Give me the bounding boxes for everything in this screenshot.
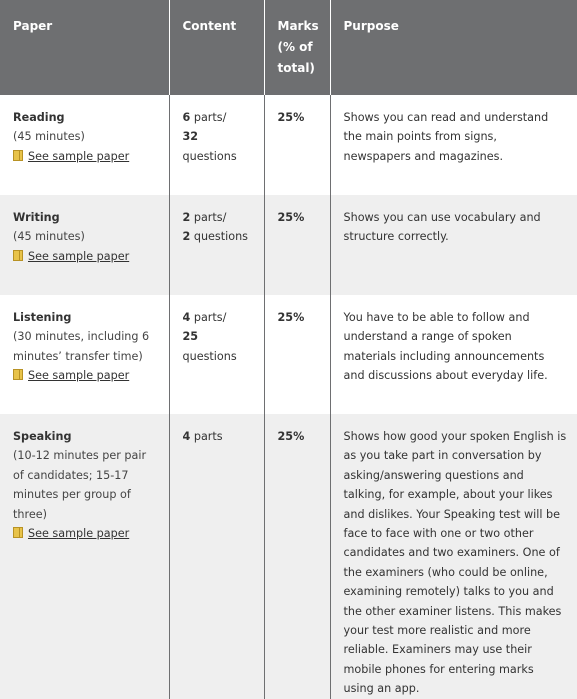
content-parts-count: 4	[182, 311, 191, 324]
document-icon	[13, 250, 23, 261]
paper-cell	[0, 195, 169, 295]
content-questions-label: questions	[182, 149, 237, 163]
sample-paper-link[interactable]	[13, 366, 159, 385]
document-icon	[13, 369, 23, 380]
content-questions-label: questions	[182, 349, 237, 363]
paper-duration: (45 minutes)	[13, 130, 85, 144]
content-parts-count: 4	[182, 430, 191, 443]
content-parts-label: parts/	[190, 111, 227, 124]
marks-value: 25%	[277, 211, 305, 224]
content-parts-count: 2	[182, 211, 191, 224]
table-row-reading	[0, 95, 577, 195]
header-content: Content	[169, 0, 264, 95]
table-row-speaking	[0, 414, 577, 699]
content-questions-count: 25	[182, 330, 199, 344]
paper-cell	[0, 414, 169, 699]
marks-cell	[264, 295, 330, 414]
marks-cell	[264, 195, 330, 295]
content-parts-count: 6	[182, 111, 191, 124]
paper-duration: (45 minutes)	[13, 230, 85, 244]
sample-paper-link[interactable]	[13, 247, 159, 266]
content-cell	[169, 95, 264, 195]
purpose-cell: Shows how good your spoken English is as you take part in conversation by asking/answering questions and talking, for example, about your likes and dislikes. Your Speaking test will be face to face with one or two other candidates and two examiners. One of the examiners (who could be online, examining remotely) talks to you and the other examiner listens. This makes your test more realistic and more reliable. Examiners may use their mobile phones for entering marks using an app.	[330, 414, 577, 699]
paper-cell	[0, 95, 169, 195]
marks-cell	[264, 414, 330, 699]
sample-paper-label[interactable]: See sample paper	[28, 527, 130, 541]
paper-name: Writing	[13, 211, 60, 224]
purpose-cell: Shows you can read and understand the main points from signs, newspapers and magazines.	[330, 95, 577, 195]
paper-name: Reading	[13, 111, 65, 124]
header-marks: Marks (% of total)	[264, 0, 330, 95]
table-row-writing	[0, 195, 577, 295]
sample-paper-label[interactable]: See sample paper	[28, 149, 130, 163]
marks-value: 25%	[277, 430, 305, 443]
header-row	[0, 0, 577, 95]
marks-cell	[264, 95, 330, 195]
header-purpose: Purpose	[330, 0, 577, 95]
sample-paper-link[interactable]	[13, 147, 159, 166]
purpose-cell: You have to be able to follow and understand a range of spoken materials including announcements and discussions about everyday life.	[330, 295, 577, 414]
content-questions-label: questions	[190, 230, 249, 244]
document-icon	[13, 150, 23, 161]
sample-paper-link[interactable]	[13, 524, 159, 543]
content-questions-count: 2	[182, 230, 191, 244]
document-icon	[13, 527, 23, 538]
content-cell	[169, 414, 264, 699]
paper-name: Speaking	[13, 430, 72, 443]
header-paper: Paper	[0, 0, 169, 95]
content-questions-count: 32	[182, 130, 199, 144]
paper-duration: (10-12 minutes per pair of candidates; 15-17 minutes per group of three)	[13, 449, 147, 521]
purpose-cell: Shows you can use vocabulary and structure correctly.	[330, 195, 577, 295]
paper-duration: (30 minutes, including 6 minutes’ transfer time)	[13, 330, 150, 363]
sample-paper-label[interactable]: See sample paper	[28, 249, 130, 263]
content-cell	[169, 195, 264, 295]
paper-cell	[0, 295, 169, 414]
table-row-listening	[0, 295, 577, 414]
content-parts-label: parts/	[190, 311, 227, 324]
paper-name: Listening	[13, 311, 72, 324]
sample-paper-label[interactable]: See sample paper	[28, 369, 130, 383]
marks-value: 25%	[277, 111, 305, 124]
content-cell	[169, 295, 264, 414]
content-parts-label: parts	[190, 430, 223, 443]
content-parts-label: parts/	[190, 211, 227, 224]
marks-value: 25%	[277, 311, 305, 324]
